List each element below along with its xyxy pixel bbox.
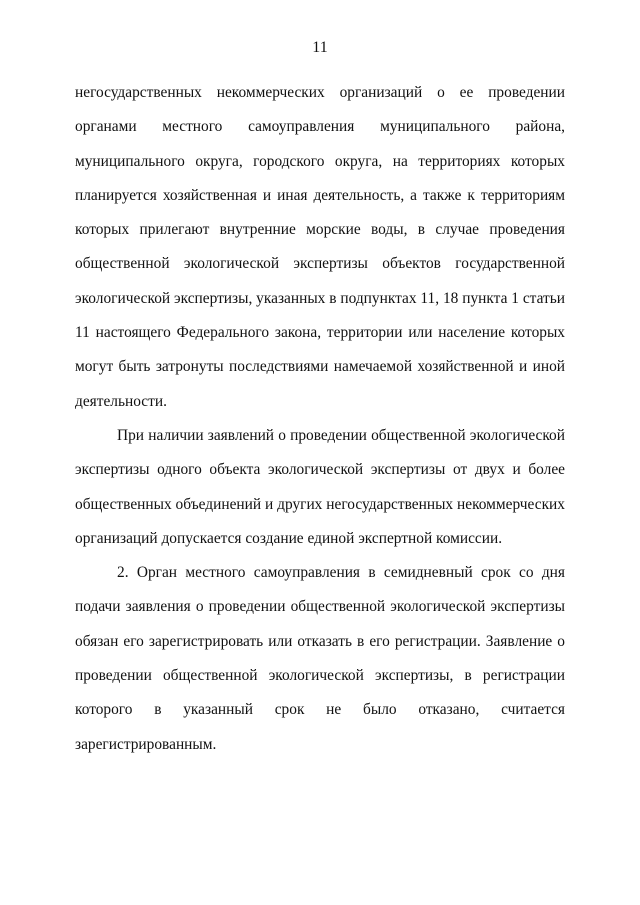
text-line: могут быть затронуты последствиями намечаемой хозяйственной и иной [75,358,565,376]
text-line: муниципального округа, городского округа, на территориях которых [75,152,565,170]
text-line: зарегистрированным. [75,735,217,753]
text-line: планируется хозяйственная и иная деятельность, а также к территориям [75,186,565,204]
text-line: подачи заявления о проведении общественной экологической экспертизы [75,598,565,616]
text-line: 2. Орган местного самоуправления в семидневный срок со дня [117,564,565,582]
text-line: проведении общественной экологической экспертизы, в регистрации [75,667,565,685]
text-line: которых прилегают внутренние морские воды, в случае проведения [75,221,565,239]
text-line: организаций допускается создание единой экспертной комиссии. [75,529,503,547]
page-number: 11 [312,39,328,56]
text-line: негосударственных некоммерческих организаций о ее проведении [75,84,565,101]
text-line: деятельности. [75,392,167,410]
text-line: экспертизы одного объекта экологической экспертизы от двух и более [75,461,565,479]
text-line: При наличии заявлений о проведении общественной экологической [117,426,565,444]
text-line: общественных объединений и других негосударственных некоммерческих [75,495,565,513]
document-body [75,76,565,762]
text-line: органами местного самоуправления муниципального района, [75,118,565,136]
text-line: обязан его зарегистрировать или отказать в его регистрации. Заявление о [75,632,565,650]
paragraph-1 [75,76,565,419]
text-line: которого в указанный срок не было отказано, считается [75,701,565,719]
paragraph-2 [75,419,565,556]
text-line: 11 настоящего Федерального закона, территории или население которых [75,324,565,342]
paragraph-3 [75,556,565,762]
text-line: общественной экологической экспертизы объектов государственной [75,255,565,273]
text-line: экологической экспертизы, указанных в подпунктах 11, 18 пункта 1 статьи [75,289,565,307]
